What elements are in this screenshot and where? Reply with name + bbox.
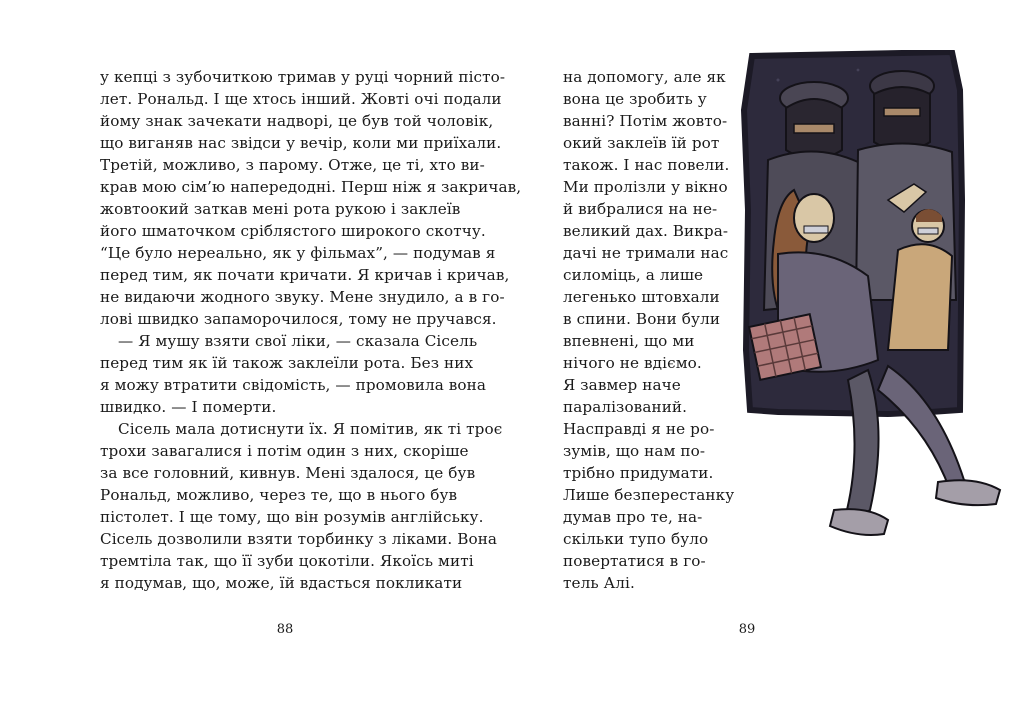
text-line: також. І нас повели.	[563, 156, 730, 174]
text-line: Рональд, можливо, через те, що в нього був	[100, 486, 458, 504]
text-line: повертатися в го-	[563, 552, 706, 570]
text-line: Сісель дозволили взяти торбинку з ліками. Вона	[100, 530, 498, 548]
text-line: Сісель мала дотиснути їх. Я помітив, як ті троє	[118, 420, 503, 438]
text-line: Ми пролізли у вікно	[563, 178, 728, 196]
text-line: й вибралися на не-	[563, 200, 718, 218]
text-line: за все головний, кивнув. Мені здалося, це був	[100, 464, 476, 482]
text-line: перед тим як їй також заклеїли рота. Без них	[100, 354, 474, 372]
text-line: на допомогу, але як	[563, 68, 726, 86]
text-line: трібно придумати.	[563, 464, 714, 482]
text-line: впевнені, що ми	[563, 332, 695, 350]
text-line: Насправді я не ро-	[563, 420, 715, 438]
text-line: легенько штовхали	[563, 288, 720, 306]
text-line: крав мою сім’ю напередодні. Перш ніж я закричав,	[100, 178, 522, 196]
text-line: його шматочком сріблястого широкого скотчу.	[100, 222, 486, 240]
text-line: окий заклеїв їй рот	[563, 134, 720, 152]
text-line: йому знак зачекати надворі, це був той чоловік,	[100, 112, 494, 130]
text-line: паралізований.	[563, 398, 688, 416]
text-line: “Це було нереально, як у фільмах”, — подумав я	[100, 244, 496, 262]
text-line: Лише безперестанку	[563, 486, 735, 504]
text-line: трохи завагалися і потім один з них, скоріше	[100, 442, 469, 460]
text-line: у кепці з зубочиткою тримав у руці чорний пісто-	[100, 68, 506, 86]
right-page-text	[563, 66, 735, 594]
text-line: я можу втратити свідомість, — промовила вона	[100, 376, 487, 394]
legs	[830, 366, 1000, 535]
text-line: великий дах. Викра-	[563, 222, 729, 240]
text-line: скільки тупо було	[563, 530, 709, 548]
text-line: вона це зробить у	[563, 90, 707, 108]
text-line: в спини. Вони були	[563, 310, 721, 328]
text-line: лові швидко запаморочилося, тому не пручався.	[100, 310, 497, 328]
text-line: тель Алі.	[563, 574, 635, 592]
text-line: лет. Рональд. І ще хтось інший. Жовті очі подали	[100, 90, 502, 108]
text-line: — Я мушу взяти свої ліки, — сказала Сісель	[118, 332, 478, 350]
text-line: я подумав, що, може, їй вдасться покликати	[100, 574, 463, 592]
text-line: дачі не тримали нас	[563, 244, 729, 262]
text-line: Я завмер наче	[563, 376, 681, 394]
text-line: швидко. — І померти.	[100, 398, 277, 416]
page-number-left: 88	[276, 622, 294, 637]
text-line: жовтоокий заткав мені рота рукою і заклеїв	[100, 200, 461, 218]
text-line: пістолет. І ще тому, що він розумів англійську.	[100, 508, 484, 526]
text-line: силоміць, а лише	[563, 266, 704, 284]
page-number-right: 89	[738, 622, 756, 637]
left-page-text	[100, 66, 522, 594]
text-line: зумів, що нам по-	[563, 442, 706, 460]
kidnapping-illustration-icon	[738, 50, 1004, 562]
text-line: не видаючи жодного звуку. Мене знудило, а в го-	[100, 288, 505, 306]
text-line: що виганяв нас звідси у вечір, коли ми приїхали.	[100, 134, 502, 152]
text-line: тремтіла так, що її зуби цокотіли. Якоїсь миті	[100, 552, 474, 570]
text-line: перед тим, як почати кричати. Я кричав і кричав,	[100, 266, 510, 284]
text-line: Третій, можливо, з парому. Отже, це ті, хто ви-	[100, 156, 485, 174]
text-line: думав про те, на-	[563, 508, 703, 526]
text-line: ванні? Потім жовто-	[563, 112, 728, 130]
text-line: нічого не вдіємо.	[563, 354, 702, 372]
